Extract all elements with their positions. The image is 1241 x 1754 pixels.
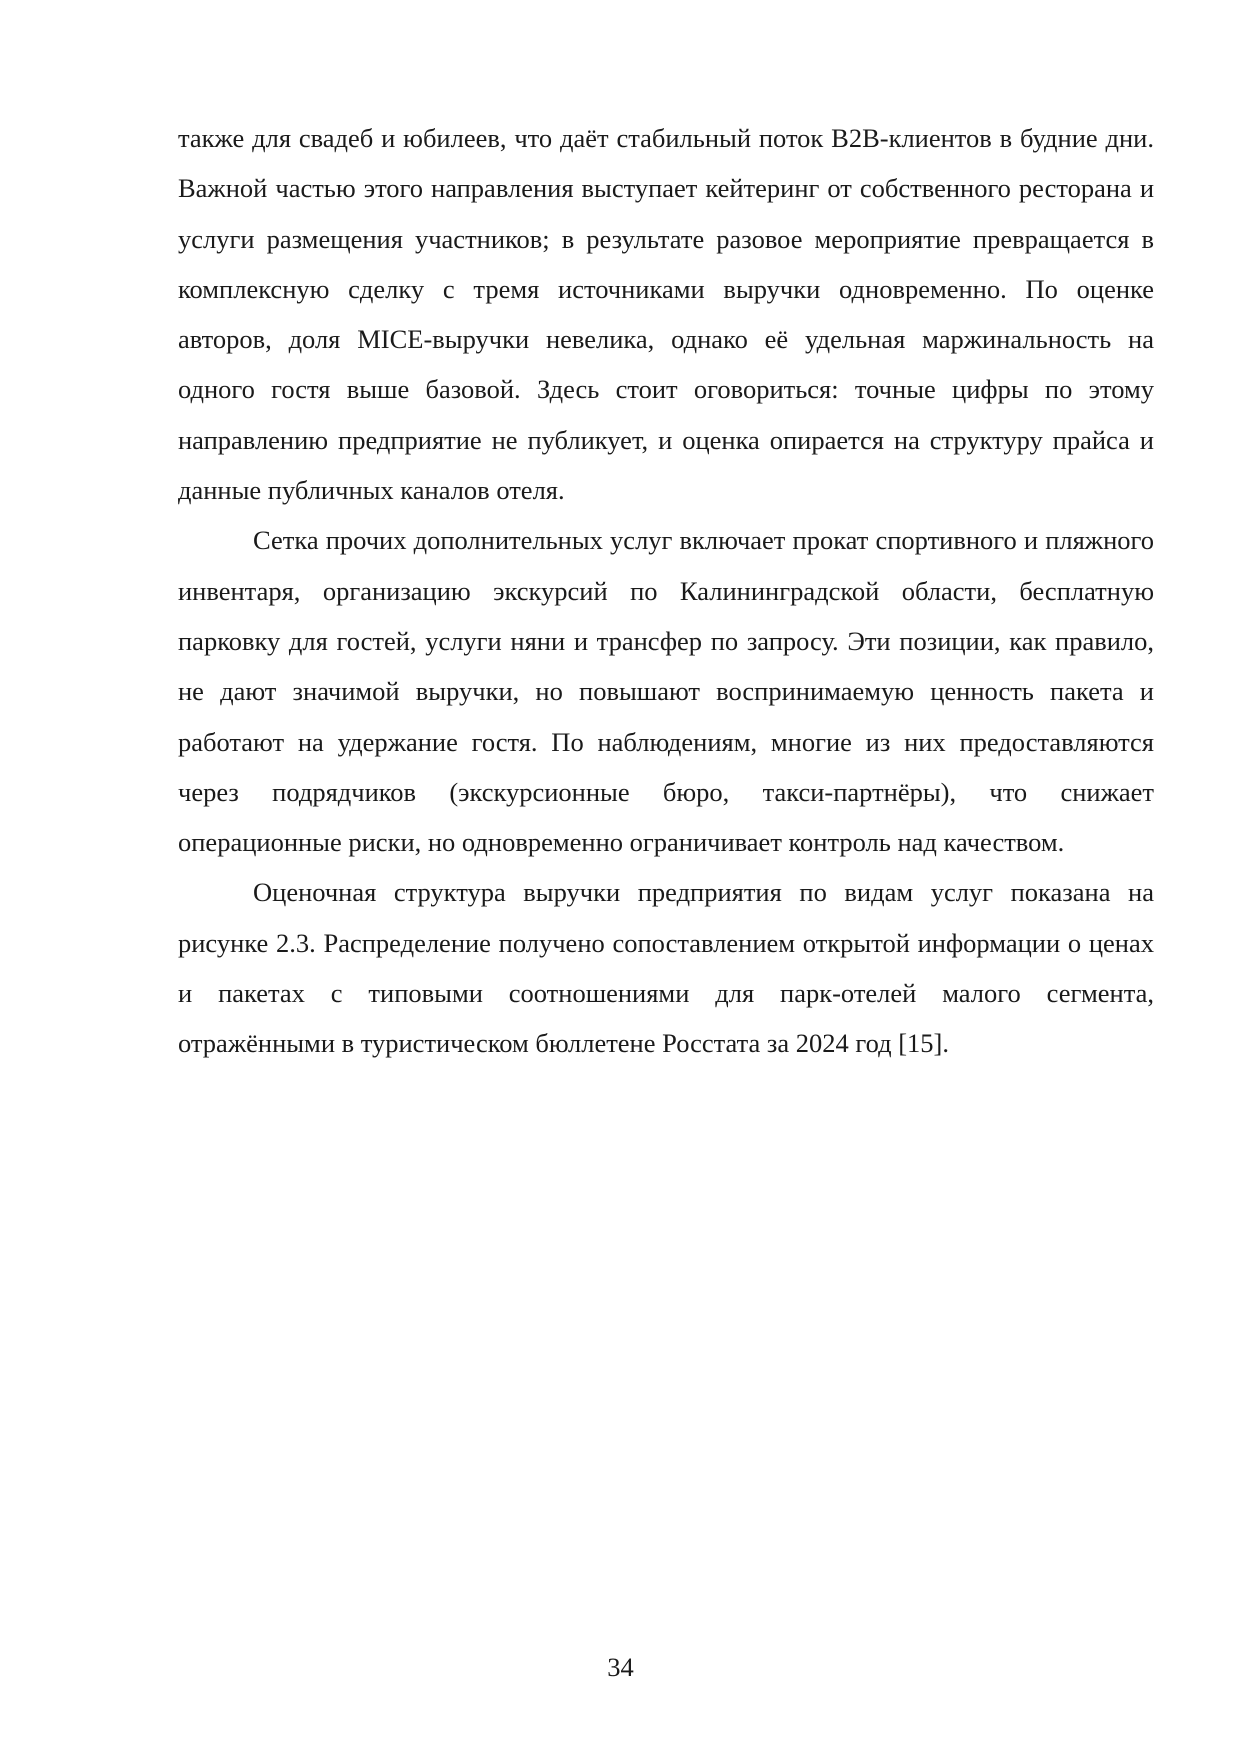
paragraph-continued: также для свадеб и юбилеев, что даёт стабильный поток B2B-клиентов в будние дни. Важной частью этого направления выступает кейтеринг от собственного ресторана и услуги размещения участников; в результате разовое мероприятие превращается в комплексную сделку с тремя источниками выручки одновременно. По оценке авторов, доля MICE-выручки невелика, однако её удельная маржинальность на одного гостя выше базовой. Здесь стоит оговориться: точные цифры по этому направлению предприятие не публикует, и оценка опирается на структуру прайса и данные публичных каналов отеля. [178,123,1154,506]
paragraph-revenue-structure: Оценочная структура выручки предприятия по видам услуг показана на рисунке 2.3. Распределение получено сопоставлением открытой информации о ценах и пакетах с типовыми соотношениями для парк-отелей малого сегмента, отражёнными в туристическом бюллетене Росстата за 2024 год [15]. [178,877,1154,1059]
page-number: 34 [607,1652,634,1682]
document-body [178,113,1154,1069]
paragraph-additional-services: Сетка прочих дополнительных услуг включает прокат спортивного и пляжного инвентаря, организацию экскурсий по Калининградской области, бесплатную парковку для гостей, услуги няни и трансфер по запросу. Эти позиции, как правило, не дают значимой выручки, но повышают воспринимаемую ценность пакета и работают на удержание гостя. По наблюдениям, многие из них предоставляются через подрядчиков (экскурсионные бюро, такси-партнёры), что снижает операционные риски, но одновременно ограничивает контроль над качеством. [178,525,1154,858]
